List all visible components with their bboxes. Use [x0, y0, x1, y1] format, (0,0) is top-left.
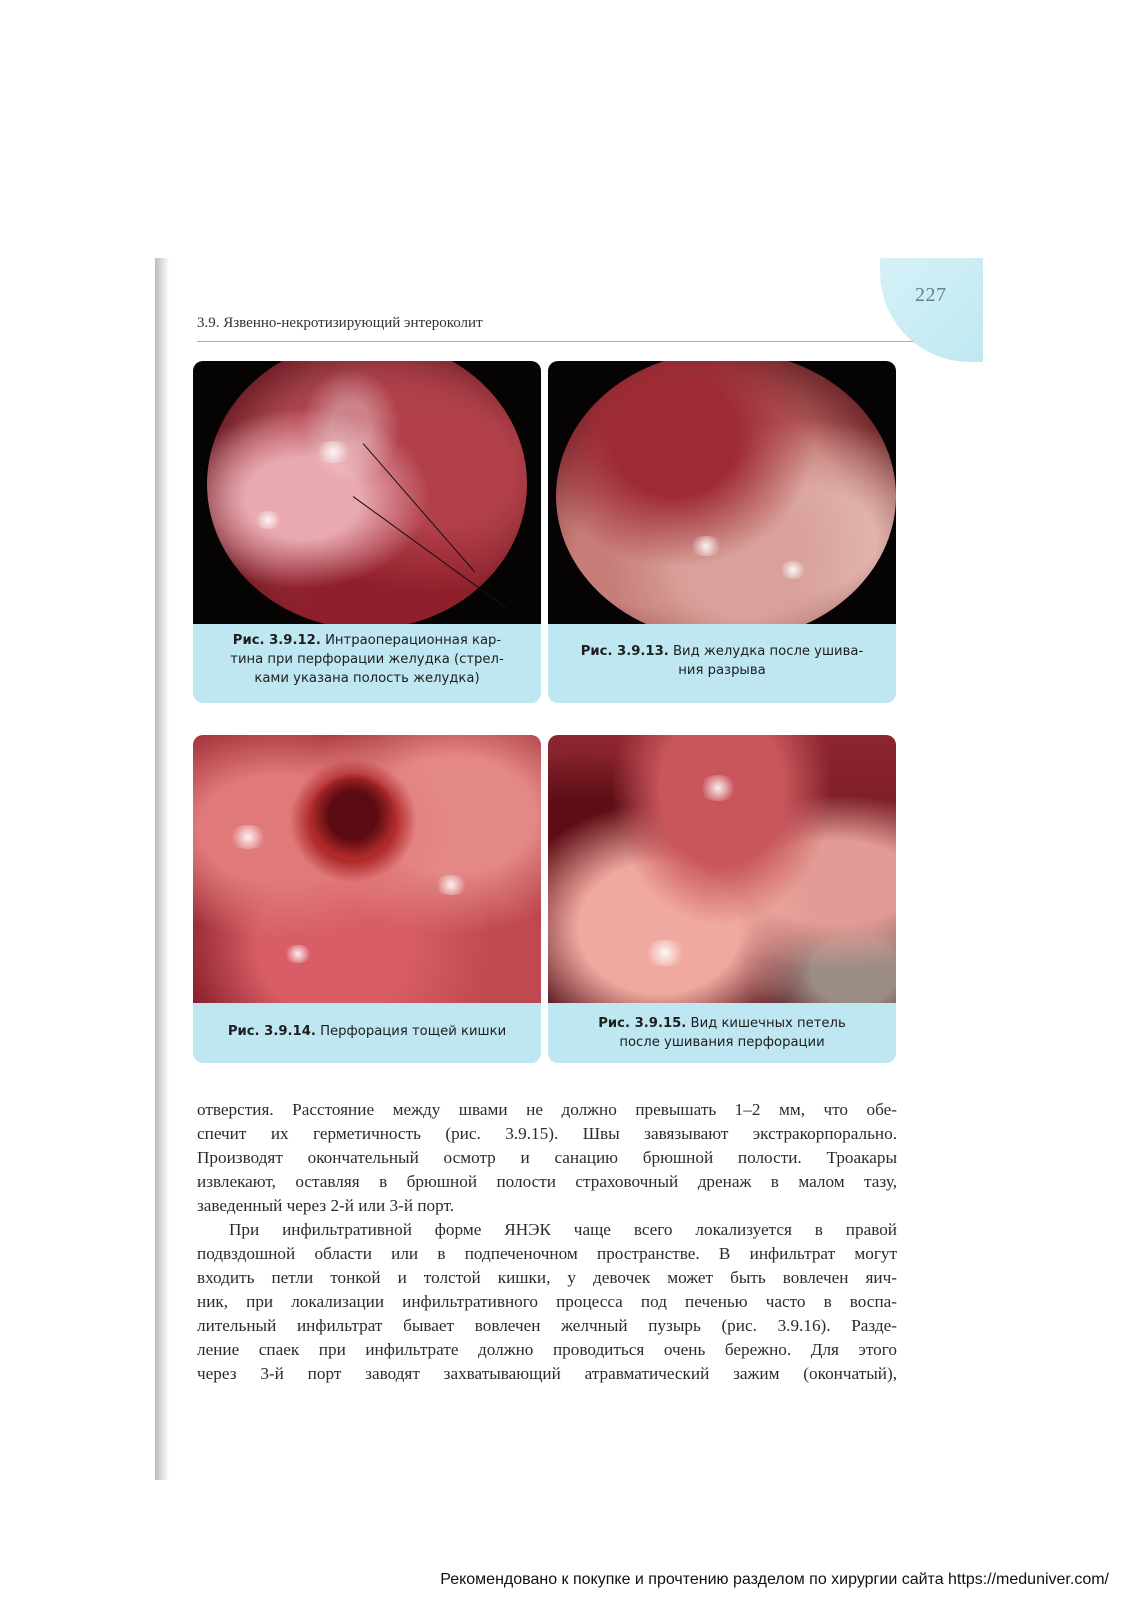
figure-3-9-13	[548, 361, 896, 703]
running-head: 3.9. Язвенно-некротизирующий энтероколит	[197, 315, 483, 331]
page-number-tab	[880, 258, 983, 362]
body-paragraph: При инфильтративной форме ЯНЭК чаще всего локализуется в правой подвздошной области или в подпеченочном пространстве. В инфильтрат могут входить петли тонкой и толстой кишки, у девочек может быть вовлечен яич- ник, при локализации инфильтративного процесса под печенью часто в воспа- лительный инфильтрат бывает вовлечен желчный пузырь (рис. 3.9.16). Разде- ление спаек при инфильтрате должно проводиться очень бережно. Для этого через 3-й порт заводят захватывающий атравматический зажим (окончатый),	[197, 1220, 897, 1383]
figure-photo-jejunum-perforation	[193, 735, 541, 1003]
figure-caption: Рис. 3.9.14. Перфорация тощей кишки	[227, 1024, 507, 1039]
page-number: 227	[915, 284, 947, 306]
figure-photo-stomach-perforation	[193, 361, 541, 624]
body-paragraph: отверстия. Расстояние между швами не должно превышать 1–2 мм, что обе- спечит их герметичность (рис. 3.9.15). Швы завязывают экстракорпорально. Производят окончательный осмотр и санацию брюшной полости. Троакары извлекают, оставляя в брюшной полости страховочный дренаж в малом тазу, заведенный через 2-й или 3-й порт.	[197, 1100, 897, 1215]
footer-recommendation: Рекомендовано к покупке и прочтению разделом по хирургии сайта https://meduniver.com/	[440, 1571, 1109, 1588]
figure-caption: Рис. 3.9.15. Вид кишечных петель после ушивания перфорации	[598, 1016, 846, 1050]
figure-photo-intestinal-loops-sutured	[548, 735, 896, 1003]
figure-caption: Рис. 3.9.12. Интраоперационная кар- тина при перфорации желудка (стрел- ками указана полость желудка)	[230, 633, 504, 686]
figure-3-9-15	[548, 735, 896, 1063]
figure-3-9-14	[193, 735, 541, 1063]
figure-3-9-12	[193, 361, 541, 703]
header-divider	[197, 341, 913, 342]
page-binding-shadow	[155, 258, 169, 1480]
figure-photo-stomach-sutured	[548, 361, 896, 624]
figure-caption: Рис. 3.9.13. Вид желудка после ушива- ния разрыва	[580, 644, 864, 678]
